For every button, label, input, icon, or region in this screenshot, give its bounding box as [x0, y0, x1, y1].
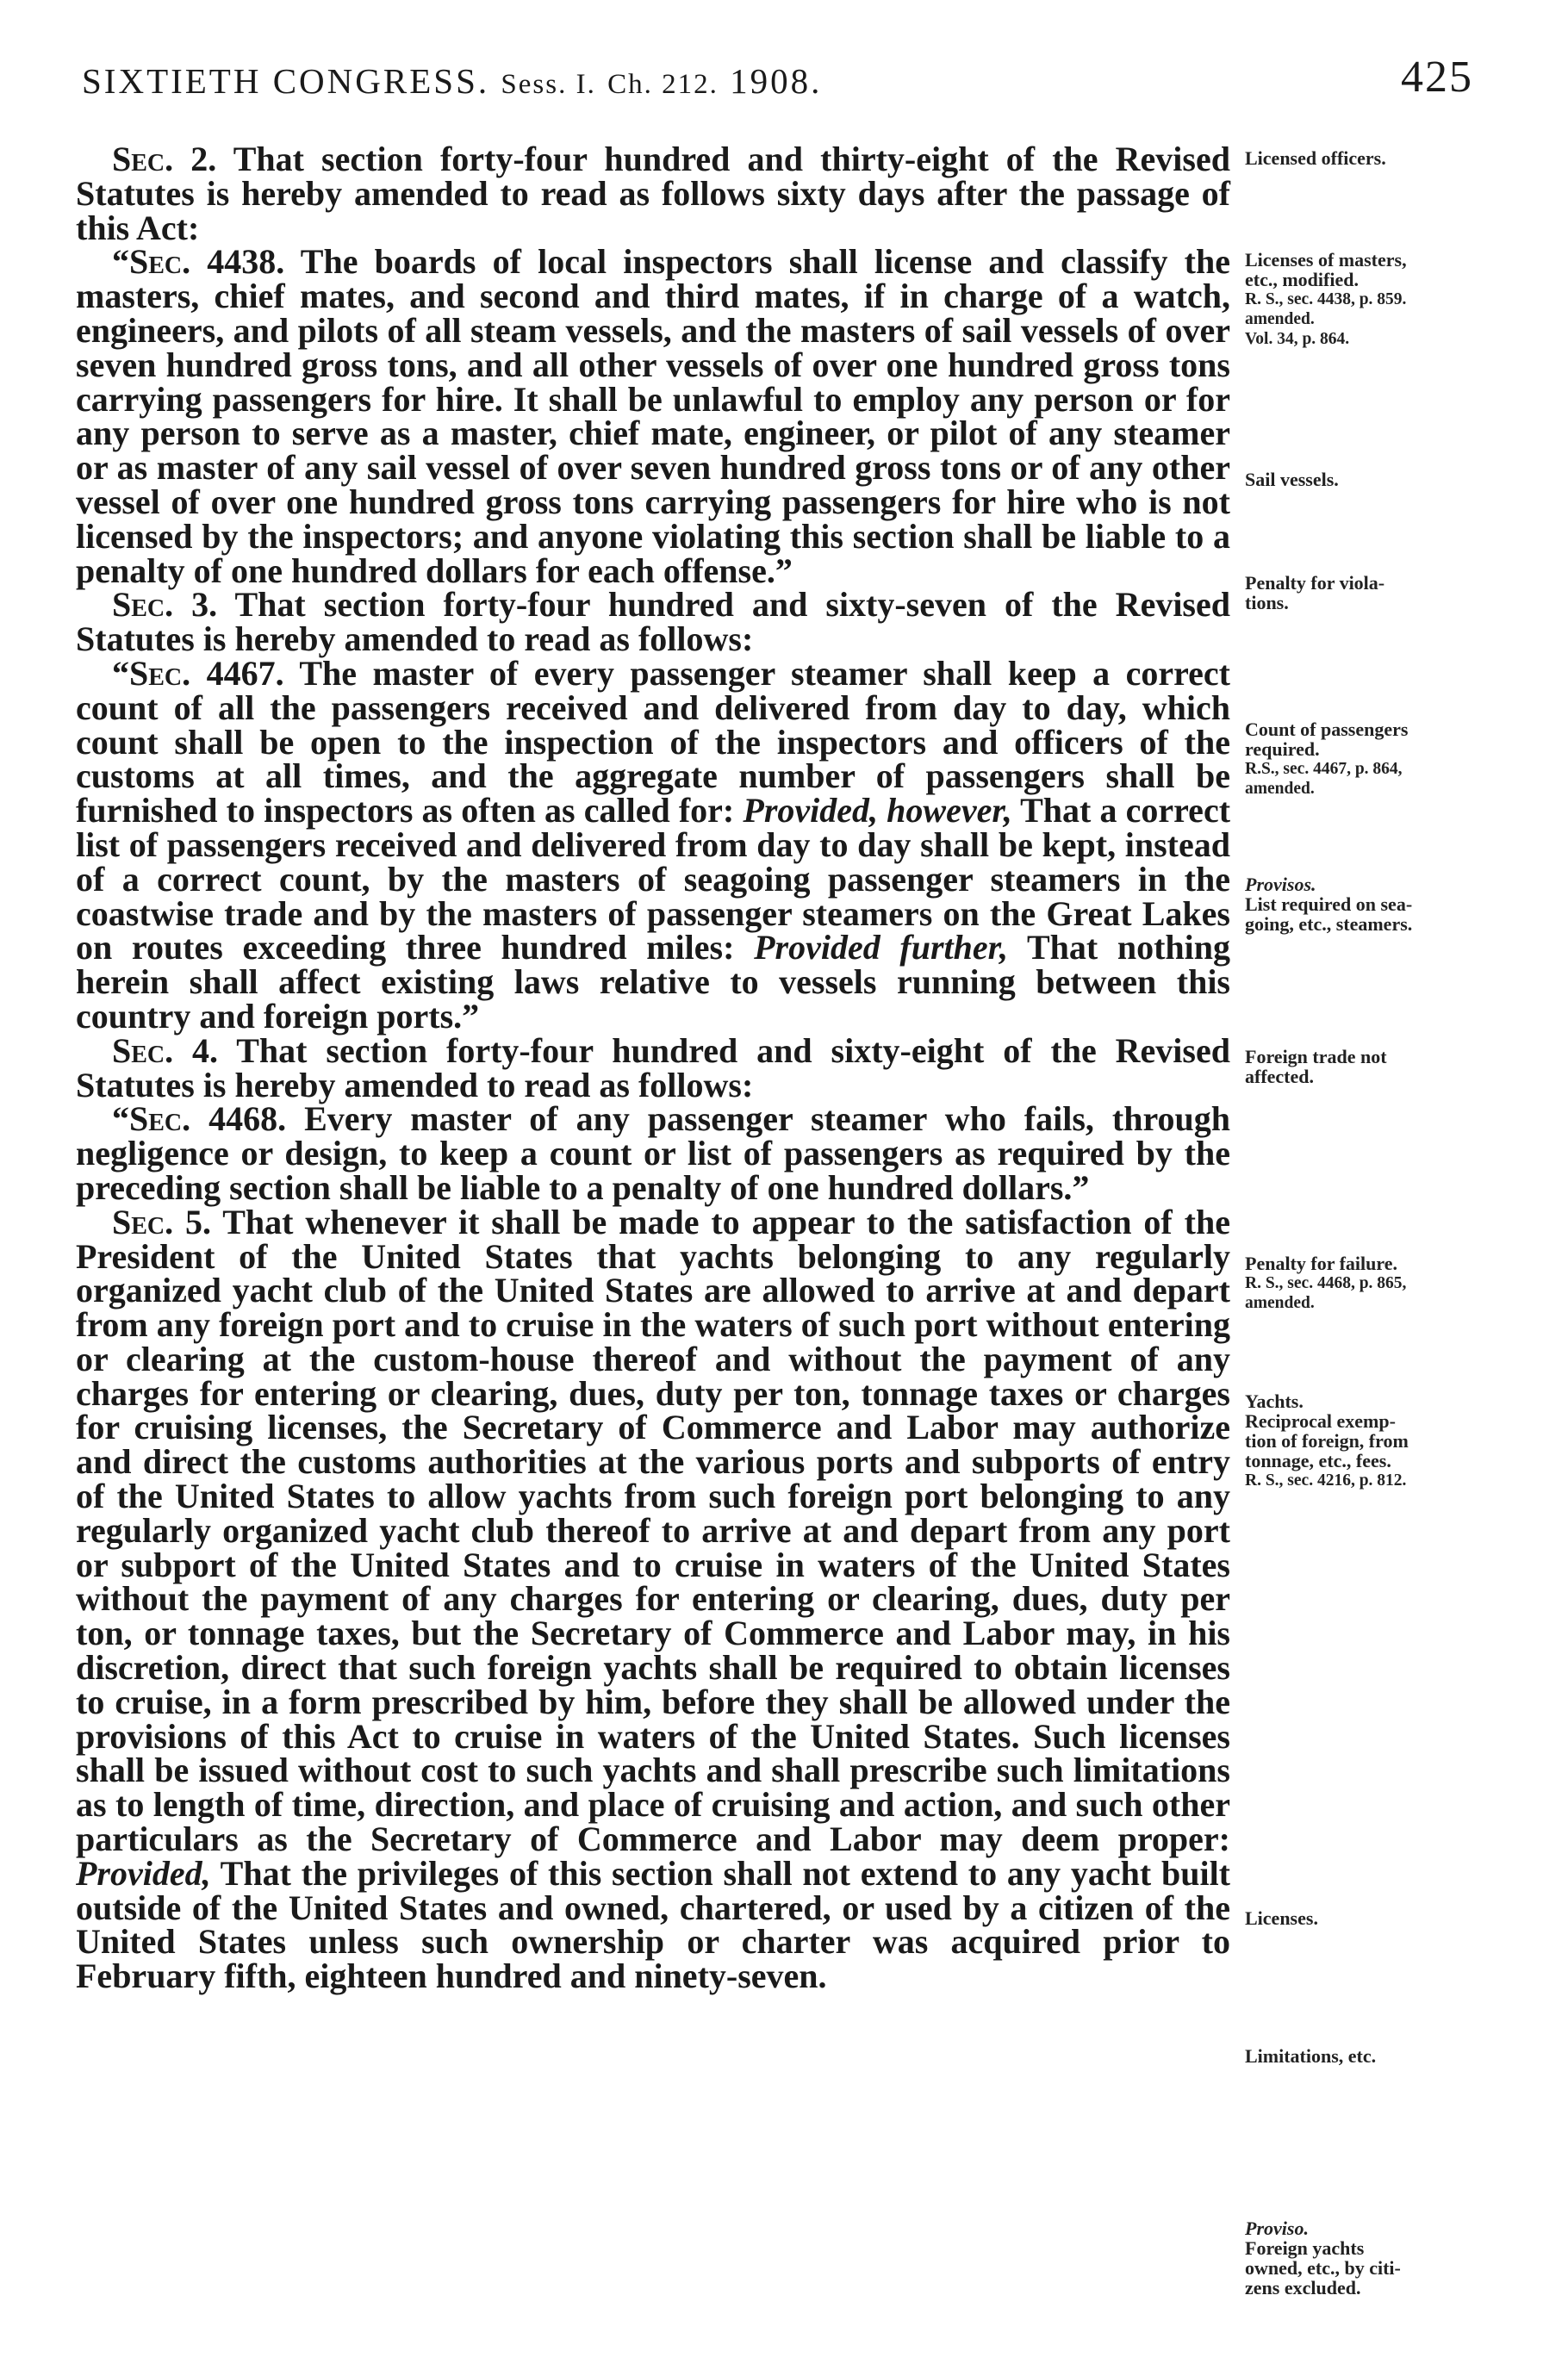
session-label: Sess. I. [501, 69, 596, 100]
margin-note-foreign-trade: Foreign trade not affected. [1245, 1046, 1387, 1087]
header-title [82, 60, 822, 102]
section-label: Sec. 4. [112, 1030, 219, 1070]
paragraph-text: Every master of any passenger steamer who fails, through negligence or design, to keep a count or list of passengers as required by the preceding section shall be liable to a penalty of one hundred dollars.” [76, 1099, 1230, 1207]
section-4438-paragraph [76, 242, 1230, 590]
congress-title: SIXTIETH CONGRESS. [82, 61, 490, 101]
paragraph-text: That whenever it shall be made to appear to the satisfaction of the President of the United States that yachts belonging to any regularly organized yacht club of the United States are allowed to arrive at and depart from any foreign port and to cruise in the waters of such port without entering or clearing at the custom-house thereof and without the payment of any charges for entering or clearing, dues, duty per ton, tonnage taxes or charges for cruising licenses, the Secretary of Commerce and Labor may authorize and direct the customs authorities at the various ports and subports of entry of the United States to allow yachts from such foreign port belonging to any regularly organized yacht club thereof to arrive at and depart from any port or subport of the United States and to cruise in waters of the United States without the payment of any charges for entering or clearing, dues, duty per ton, or tonnage taxes, but the Secretary of Commerce and Labor may, in his discretion, direct that such foreign yachts shall be required to obtain licenses to cruise, in a form prescribed by him, before they shall be allowed under the provisions of this Act to cruise in waters of the United States. Such licenses shall be issued without cost to such yachts and shall prescribe such limitations as to length of time, direction, and place of cruising and action, and such other particulars as the Secretary of Commerce and Labor may deem proper: [76, 1202, 1230, 1859]
open-quote: “ [112, 653, 129, 693]
running-header [82, 50, 1473, 128]
section-2-paragraph [76, 142, 1230, 245]
margin-note-yachts: Yachts. Reciprocal exemp- tion of foreign, from tonnage, etc., fees. R. S., sec. 4216, p. 812. [1245, 1390, 1409, 1490]
margin-note-count-of-passengers: Count of passengers required. R.S., sec. 4467, p. 864, amended. [1245, 718, 1409, 798]
open-quote: “ [112, 242, 129, 282]
margin-note-provisos-list: Provisos. List required on sea- going, etc., steamers. [1245, 874, 1413, 935]
margin-note-sail-vessels: Sail vessels. [1245, 469, 1339, 490]
page-number: 425 [1401, 53, 1473, 102]
proviso-phrase: Provided, however, [743, 791, 1012, 830]
section-label: Sec. 4438. [129, 242, 285, 282]
paragraph-text: That section forty-four hundred and sixty-eight of the Revised Statutes is hereby amended to read as follows: [76, 1030, 1230, 1104]
section-4-paragraph [76, 1030, 1230, 1104]
paragraph-text: That nothing herein shall affect existing laws relative to vessels running between this country and foreign ports.” [76, 928, 1231, 1036]
proviso-phrase: Provided further, [754, 928, 1008, 967]
paragraph-text: That the privileges of this section shall not extend to any yacht built outside of the United States and owned, chartered, or used by a citizen of the United States unless such ownership or charter was acquired prior to February fifth, eighteen hundred and ninety-seven. [76, 1853, 1230, 1996]
paragraph-text: That section forty-four hundred and thirty-eight of the Revised Statutes is hereby amended to read as follows sixty days after the passage of this Act: [76, 140, 1230, 247]
chapter-label: Ch. 212. [607, 69, 719, 100]
proviso-phrase: Provided, [76, 1853, 211, 1893]
section-label: Sec. 5. [112, 1202, 212, 1241]
open-quote: “ [112, 1099, 129, 1139]
margin-note-penalty-violations: Penalty for viola- tions. [1245, 572, 1385, 613]
margin-note-proviso-foreign-yachts: Proviso. Foreign yachts owned, etc., by citi- zens excluded. [1245, 2218, 1401, 2298]
margin-note-licenses: Licenses. [1245, 1907, 1318, 1929]
paragraph-text: The master of every passenger steamer shall keep a correct count of all the passengers received and delivered from day to day, which count shall be open to the inspection of the inspectors and officers of the customs at all times, and the aggregate number of passengers shall be furnished to inspectors as often as called for: [76, 653, 1230, 830]
statute-text [76, 142, 1230, 1994]
section-5-paragraph [76, 1202, 1230, 1996]
section-3-paragraph [76, 585, 1231, 659]
margin-note-licenses-of-masters: Licenses of masters, etc., modified. R. S., sec. 4438, p. 859. amended. Vol. 34, p. 864. [1245, 249, 1407, 348]
section-label: Sec. 2. [112, 140, 217, 178]
paragraph-text: That a correct list of passengers received and delivered from day to day shall be kept, instead of a correct count, by the masters of seagoing passenger steamers in the coastwise trade and by the masters of passenger steamers on the Great Lakes on routes exceeding three hundred miles: [76, 791, 1231, 967]
margin-note-licensed-officers: Licensed officers. [1245, 147, 1386, 169]
margin-note-limitations: Limitations, etc. [1245, 2045, 1377, 2067]
section-label: Sec. 3. [112, 585, 218, 625]
margin-note-penalty-failure: Penalty for failure. R. S., sec. 4468, p. 865, amended. [1245, 1253, 1407, 1312]
section-4467-paragraph [76, 653, 1231, 1036]
section-4468-paragraph [76, 1099, 1230, 1207]
section-label: Sec. 4467. [129, 653, 284, 693]
section-label: Sec. 4468. [129, 1099, 287, 1139]
paragraph-text: The boards of local inspectors shall license and classify the masters, chief mates, and second and third mates, if in charge of a watch, engineers, and pilots of all steam vessels, and the masters of sail vessels of over seven hundred gross tons, and all other vessels of over one hundred gross tons carrying passengers for hire. It shall be unlawful to employ any person or for any person to serve as a master, chief mate, engineer, or pilot of any steamer or as master of any sail vessel of over seven hundred gross tons or of any other vessel of over one hundred gross tons carrying passengers for hire who is not licensed by the inspectors; and anyone violating this section shall be liable to a penalty of one hundred dollars for each offense.” [76, 242, 1230, 590]
year-label: 1908. [730, 61, 823, 101]
paragraph-text: That section forty-four hundred and sixty-seven of the Revised Statutes is hereby amended to read as follows: [76, 585, 1231, 659]
